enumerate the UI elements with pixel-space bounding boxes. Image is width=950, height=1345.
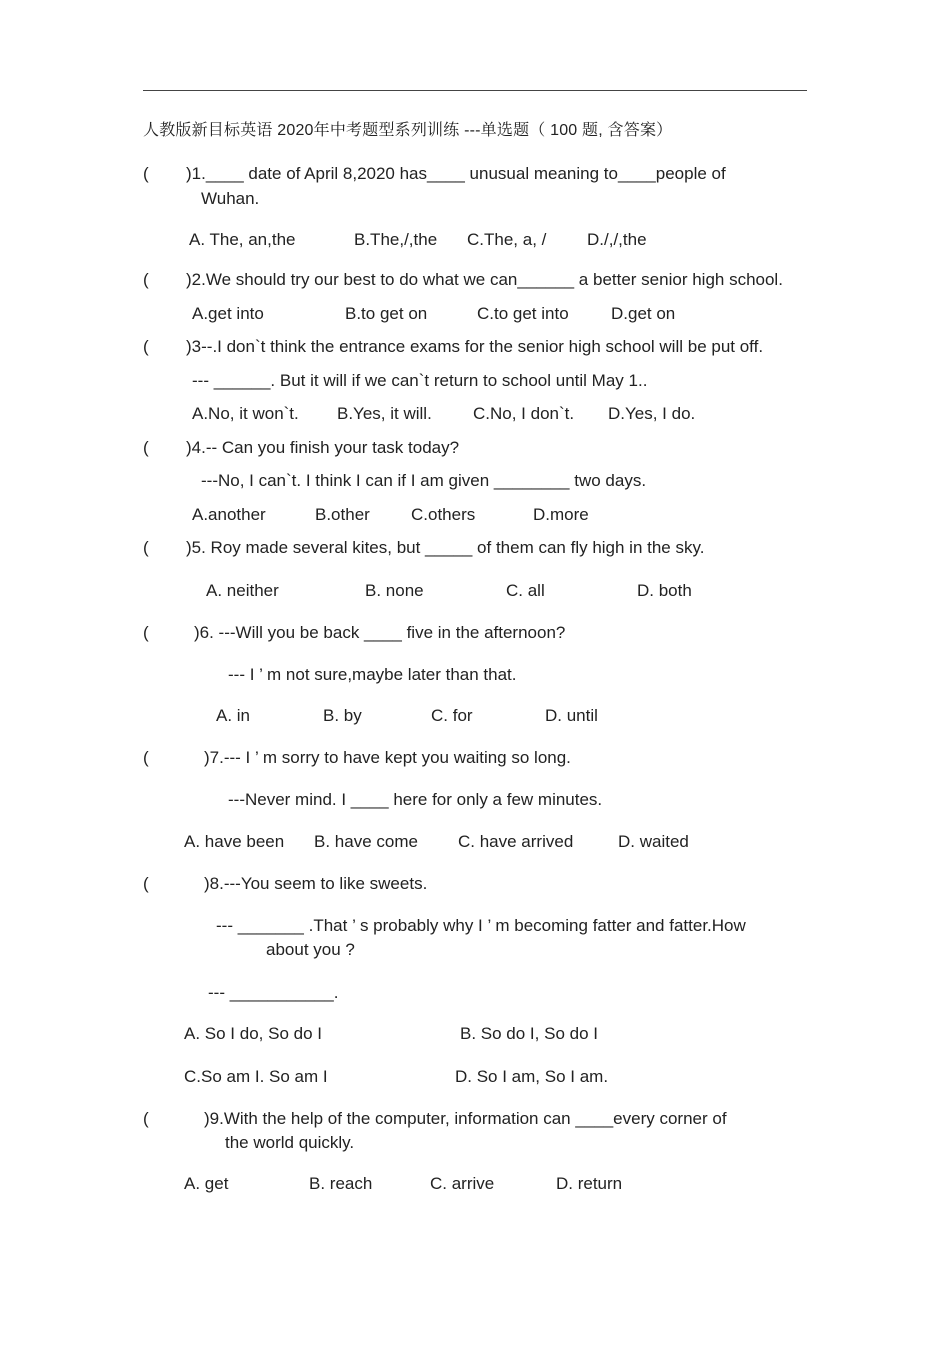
q4-option-a[interactable]: A.another bbox=[192, 505, 266, 524]
q9-paren: ( bbox=[143, 1109, 149, 1128]
header-rule bbox=[143, 90, 807, 91]
q3-option-a[interactable]: A.No, it won`t. bbox=[192, 404, 299, 423]
q9-stem: )9.With the help of the computer, information can ____every corner of bbox=[204, 1109, 727, 1128]
q3-option-b[interactable]: B.Yes, it will. bbox=[337, 404, 432, 423]
q7-option-b[interactable]: B. have come bbox=[314, 832, 418, 851]
q6-option-c[interactable]: C. for bbox=[431, 706, 473, 725]
q9-option-a[interactable]: A. get bbox=[184, 1174, 229, 1193]
q4-stem: )4.-- Can you finish your task today? bbox=[186, 438, 460, 457]
q1-option-c[interactable]: C.The, a, / bbox=[467, 230, 547, 249]
q6-option-d[interactable]: D. until bbox=[545, 706, 598, 725]
q5-option-b[interactable]: B. none bbox=[365, 581, 424, 600]
q4-stem-cont: ---No, I can`t. I think I can if I am given ________ two days. bbox=[201, 471, 647, 490]
q1-option-b[interactable]: B.The,/,the bbox=[354, 230, 438, 249]
q5-option-c[interactable]: C. all bbox=[506, 581, 545, 600]
q1-stem: )1.____ date of April 8,2020 has____ unusual meaning to____people of bbox=[186, 164, 726, 183]
q8-stem-cont3: --- ___________. bbox=[208, 983, 339, 1002]
q1-stem-cont: Wuhan. bbox=[201, 189, 260, 208]
q9-stem-cont: the world quickly. bbox=[225, 1133, 355, 1152]
q2-option-b[interactable]: B.to get on bbox=[345, 304, 428, 323]
q8-paren: ( bbox=[143, 874, 149, 893]
q5-option-d[interactable]: D. both bbox=[637, 581, 692, 600]
q7-stem-cont: ---Never mind. I ____ here for only a few minutes. bbox=[228, 790, 603, 809]
document-title: 人教版新目标英语 2020年中考题型系列训练 ---单选题（ 100 题, 含答案） bbox=[143, 122, 673, 139]
q4-option-b[interactable]: B.other bbox=[315, 505, 370, 524]
q1-paren: ( bbox=[143, 164, 149, 183]
q7-option-a[interactable]: A. have been bbox=[184, 832, 285, 851]
q4-option-d[interactable]: D.more bbox=[533, 505, 589, 524]
q5-option-a[interactable]: A. neither bbox=[206, 581, 279, 600]
q1-option-a[interactable]: A. The, an,the bbox=[189, 230, 296, 249]
q8-option-a[interactable]: A. So I do, So do I bbox=[184, 1024, 322, 1043]
q8-stem-cont2: about you ? bbox=[266, 940, 355, 959]
q2-option-d[interactable]: D.get on bbox=[611, 304, 676, 323]
q6-option-b[interactable]: B. by bbox=[323, 706, 362, 725]
q7-option-c[interactable]: C. have arrived bbox=[458, 832, 574, 851]
q8-option-b[interactable]: B. So do I, So do I bbox=[460, 1024, 598, 1043]
q6-stem: )6. ---Will you be back ____ five in the afternoon? bbox=[194, 623, 566, 642]
q8-option-c[interactable]: C.So am I. So am I bbox=[184, 1067, 328, 1086]
q6-stem-cont: --- I ’ m not sure,maybe later than that. bbox=[228, 665, 517, 684]
q2-stem: )2.We should try our best to do what we can______ a better senior high school. bbox=[186, 270, 783, 289]
q8-stem: )8.---You seem to like sweets. bbox=[204, 874, 428, 893]
q2-option-c[interactable]: C.to get into bbox=[477, 304, 569, 323]
q2-paren: ( bbox=[143, 270, 149, 289]
q7-stem: )7.--- I ’ m sorry to have kept you waiting so long. bbox=[204, 748, 571, 767]
q1-option-d[interactable]: D./,/,the bbox=[587, 230, 647, 249]
q8-stem-cont: --- _______ .That ’ s probably why I ’ m becoming fatter and fatter.How bbox=[216, 916, 746, 935]
q2-option-a[interactable]: A.get into bbox=[192, 304, 264, 323]
q6-option-a[interactable]: A. in bbox=[216, 706, 251, 725]
q9-option-b[interactable]: B. reach bbox=[309, 1174, 373, 1193]
q3-option-c[interactable]: C.No, I don`t. bbox=[473, 404, 575, 423]
q9-option-d[interactable]: D. return bbox=[556, 1174, 623, 1193]
q4-option-c[interactable]: C.others bbox=[411, 505, 476, 524]
q7-paren: ( bbox=[143, 748, 149, 767]
q3-stem: )3--.I don`t think the entrance exams for the senior high school will be put off. bbox=[186, 337, 764, 356]
q5-paren: ( bbox=[143, 538, 149, 557]
q8-option-d[interactable]: D. So I am, So I am. bbox=[455, 1067, 609, 1086]
q3-option-d[interactable]: D.Yes, I do. bbox=[608, 404, 696, 423]
q6-paren: ( bbox=[143, 623, 149, 642]
q5-stem: )5. Roy made several kites, but _____ of them can fly high in the sky. bbox=[186, 538, 705, 557]
q7-option-d[interactable]: D. waited bbox=[618, 832, 689, 851]
q4-paren: ( bbox=[143, 438, 149, 457]
q3-paren: ( bbox=[143, 337, 149, 356]
q3-stem-cont: --- ______. But it will if we can`t return to school until May 1.. bbox=[192, 371, 648, 390]
q9-option-c[interactable]: C. arrive bbox=[430, 1174, 495, 1193]
